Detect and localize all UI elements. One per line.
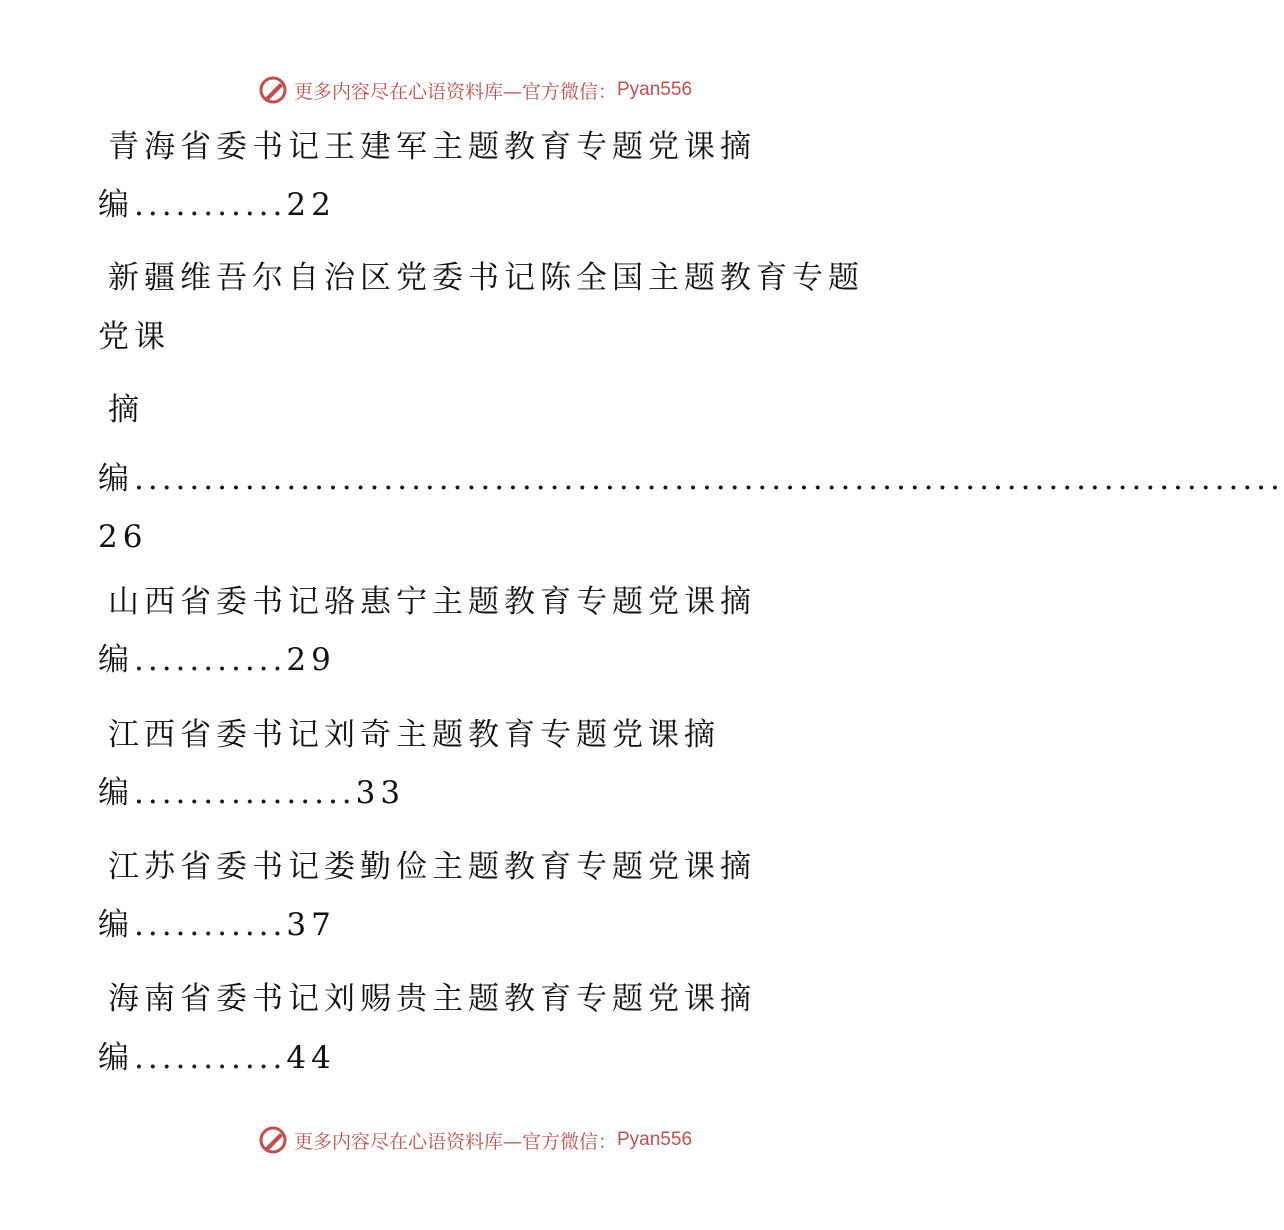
toc-entry-5-title: 江苏省委书记娄勤俭主题教育专题党课摘 — [108, 849, 756, 885]
toc-entry-2-title: 新疆维吾尔自治区党委书记陈全国主题教育专题 — [108, 260, 864, 296]
watermark-banner-top — [0, 70, 950, 110]
toc-entry-4-title: 江西省委书记刘奇主题教育专题党课摘 — [108, 717, 720, 753]
toc-entry-4-leader: 编................33 — [98, 775, 406, 811]
toc-entry-6-leader: 编...........44 — [98, 1040, 336, 1076]
watermark-text: 更多内容尽在心语资料库—官方微信： — [293, 1130, 617, 1153]
toc-entry-2-leader: 编...................................................................................26 — [98, 461, 1284, 555]
toc-entry-2-title-cont2: 摘 — [108, 392, 144, 428]
toc-entry-5-leader: 编...........37 — [98, 907, 336, 943]
pen-logo-icon — [258, 75, 288, 105]
toc-entry-1-leader: 编...........22 — [98, 187, 336, 223]
pen-logo-icon — [258, 1125, 288, 1155]
watermark-text: 更多内容尽在心语资料库—官方微信： — [293, 80, 617, 103]
watermark-wechat: Pyan556 — [617, 79, 693, 100]
toc-entry-3-title: 山西省委书记骆惠宁主题教育专题党课摘 — [108, 584, 756, 620]
toc-entry-2-title-cont: 党课 — [98, 319, 170, 355]
toc-entry-6-title: 海南省委书记刘赐贵主题教育专题党课摘 — [108, 981, 756, 1017]
toc-entry-3-leader: 编...........29 — [98, 642, 336, 678]
toc-entry-1-title: 青海省委书记王建军主题教育专题党课摘 — [108, 129, 756, 165]
watermark-wechat: Pyan556 — [617, 1129, 693, 1150]
watermark-banner-bottom — [0, 1120, 950, 1160]
